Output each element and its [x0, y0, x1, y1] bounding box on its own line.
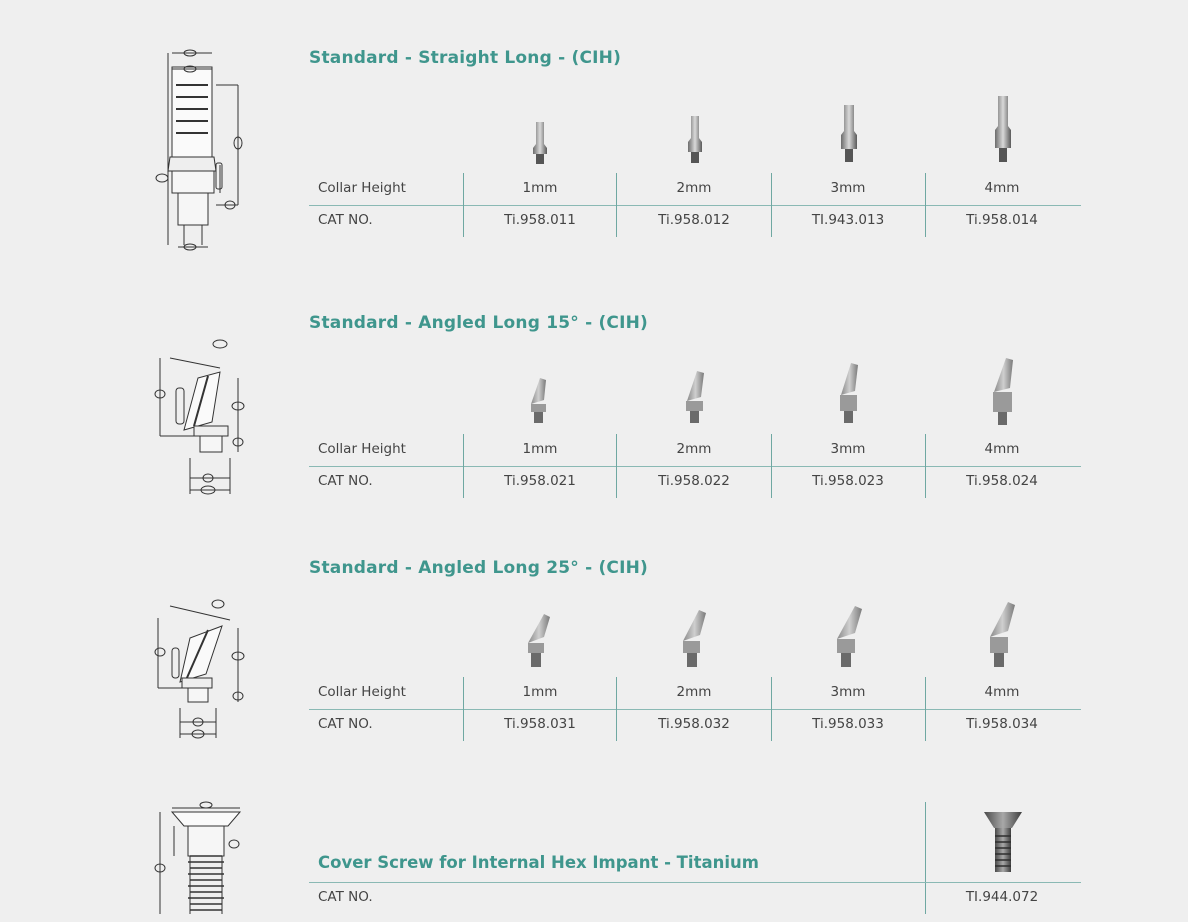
spec-table-angled-15: [309, 434, 1081, 498]
cat-no-cell: Ti.958.034: [966, 716, 1038, 732]
collar-height-cell: 3mm: [830, 684, 866, 700]
collar-height-cell: 2mm: [676, 180, 712, 196]
collar-height-cell: 4mm: [984, 441, 1020, 457]
cat-no-cell: Ti.958.023: [812, 473, 884, 489]
spec-table-cover-screw: [309, 882, 1081, 914]
spec-table-straight: [309, 173, 1081, 237]
cat-no-cell: Ti.958.012: [658, 212, 730, 228]
spec-table-angled-25: [309, 677, 1081, 741]
cat-no-cell: Ti.958.031: [504, 716, 576, 732]
collar-height-row: [309, 434, 1081, 466]
column-divider: [463, 173, 464, 237]
abutment-image-4mm: [988, 356, 1018, 428]
collar-height-cell: 2mm: [676, 441, 712, 457]
angled-25-abutment-technical-drawing: [150, 598, 250, 743]
angled-15-abutment-technical-drawing: [150, 338, 250, 500]
cat-no-label: CAT NO.: [318, 889, 373, 905]
collar-height-cell: 2mm: [676, 684, 712, 700]
collar-height-row: [309, 173, 1081, 205]
collar-height-cell: 1mm: [522, 684, 558, 700]
column-divider: [463, 677, 464, 741]
abutment-image-2mm: [681, 369, 709, 427]
collar-height-cell: 4mm: [984, 180, 1020, 196]
cat-no-cell: Ti.958.021: [504, 473, 576, 489]
collar-height-row: [309, 677, 1081, 709]
cat-no-cell: Ti.958.024: [966, 473, 1038, 489]
cover-screw-image: [982, 808, 1024, 876]
section-title: Standard - Angled Long 15° - (CIH): [309, 313, 649, 333]
abutment-image-1mm: [524, 612, 554, 670]
column-divider: [463, 434, 464, 498]
abutment-image-3mm: [835, 361, 863, 427]
cat-no-row: [309, 466, 1081, 498]
cat-no-cell: Ti.958.022: [658, 473, 730, 489]
cat-no-cell: TI.943.013: [811, 212, 885, 228]
collar-height-label: Collar Height: [318, 441, 406, 457]
collar-height-cell: 1mm: [522, 441, 558, 457]
cat-no-row: [309, 882, 1081, 914]
collar-height-cell: 1mm: [522, 180, 558, 196]
abutment-image-2mm: [679, 608, 709, 670]
column-divider: [925, 173, 926, 237]
section-title: Standard - Angled Long 25° - (CIH): [309, 558, 649, 578]
cover-screw-technical-drawing: [150, 798, 250, 920]
collar-height-cell: 3mm: [830, 441, 866, 457]
abutment-image-4mm: [991, 94, 1015, 166]
cat-no-label: CAT NO.: [318, 212, 373, 228]
abutment-image-3mm: [833, 604, 865, 670]
abutment-image-2mm: [684, 114, 706, 166]
straight-abutment-technical-drawing: [150, 45, 250, 255]
section-title: Standard - Straight Long - (CIH): [309, 48, 622, 68]
collar-height-cell: 3mm: [830, 180, 866, 196]
abutment-image-4mm: [986, 600, 1018, 670]
cat-no-row: [309, 205, 1081, 237]
column-divider: [925, 434, 926, 498]
column-divider: [616, 173, 617, 237]
collar-height-label: Collar Height: [318, 684, 406, 700]
cat-no-cell: Ti.958.011: [504, 212, 576, 228]
abutment-image-1mm: [526, 376, 552, 426]
column-divider: [616, 677, 617, 741]
column-divider: [771, 677, 772, 741]
cover-screw-title: Cover Screw for Internal Hex Impant - Titanium: [318, 853, 759, 872]
cat-no-row: [309, 709, 1081, 741]
abutment-image-3mm: [837, 103, 861, 165]
cat-no-label: CAT NO.: [318, 716, 373, 732]
column-divider: [616, 434, 617, 498]
collar-height-cell: 4mm: [984, 684, 1020, 700]
column-divider: [925, 677, 926, 741]
abutment-image-1mm: [529, 120, 551, 166]
cat-no-label: CAT NO.: [318, 473, 373, 489]
collar-height-label: Collar Height: [318, 180, 406, 196]
cat-no-cell: TI.944.072: [965, 889, 1039, 905]
cat-no-cell: Ti.958.014: [966, 212, 1038, 228]
cat-no-cell: Ti.958.032: [658, 716, 730, 732]
column-divider: [771, 173, 772, 237]
column-divider: [771, 434, 772, 498]
cat-no-cell: Ti.958.033: [812, 716, 884, 732]
